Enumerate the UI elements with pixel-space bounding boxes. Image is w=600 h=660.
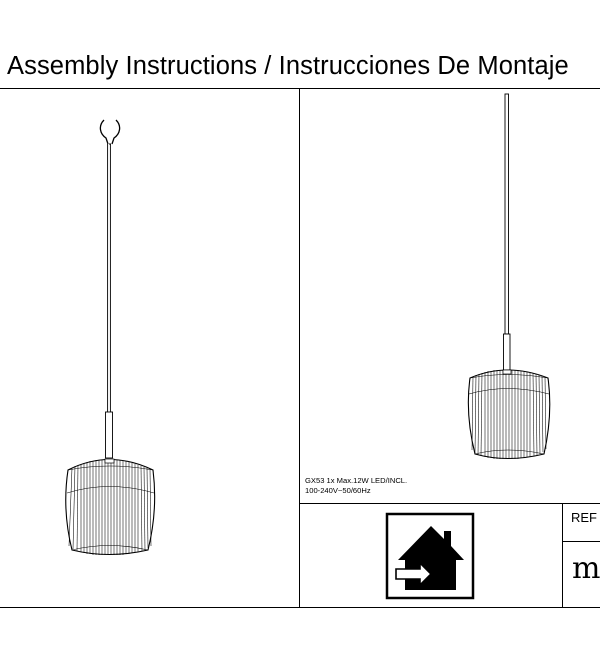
brand-logo-partial: m bbox=[572, 551, 600, 586]
pendant-lamp-hook-illustration bbox=[60, 118, 160, 558]
electrical-spec bbox=[305, 476, 407, 496]
ref-box-divider bbox=[562, 503, 563, 608]
pendant-lamp-rod-illustration bbox=[462, 94, 558, 464]
footer-divider bbox=[299, 503, 600, 504]
page-title: Assembly Instructions / Instrucciones De Montaje bbox=[7, 52, 569, 80]
house-indoor-use-icon bbox=[386, 513, 475, 599]
spec-line-1: GX53 1x Max.12W LED/INCL. bbox=[305, 476, 408, 485]
ref-label: REF bbox=[571, 510, 597, 525]
spec-line-2: 100-240V~50/60Hz bbox=[305, 486, 371, 495]
ref-row-divider bbox=[562, 541, 600, 542]
center-divider bbox=[299, 88, 300, 608]
